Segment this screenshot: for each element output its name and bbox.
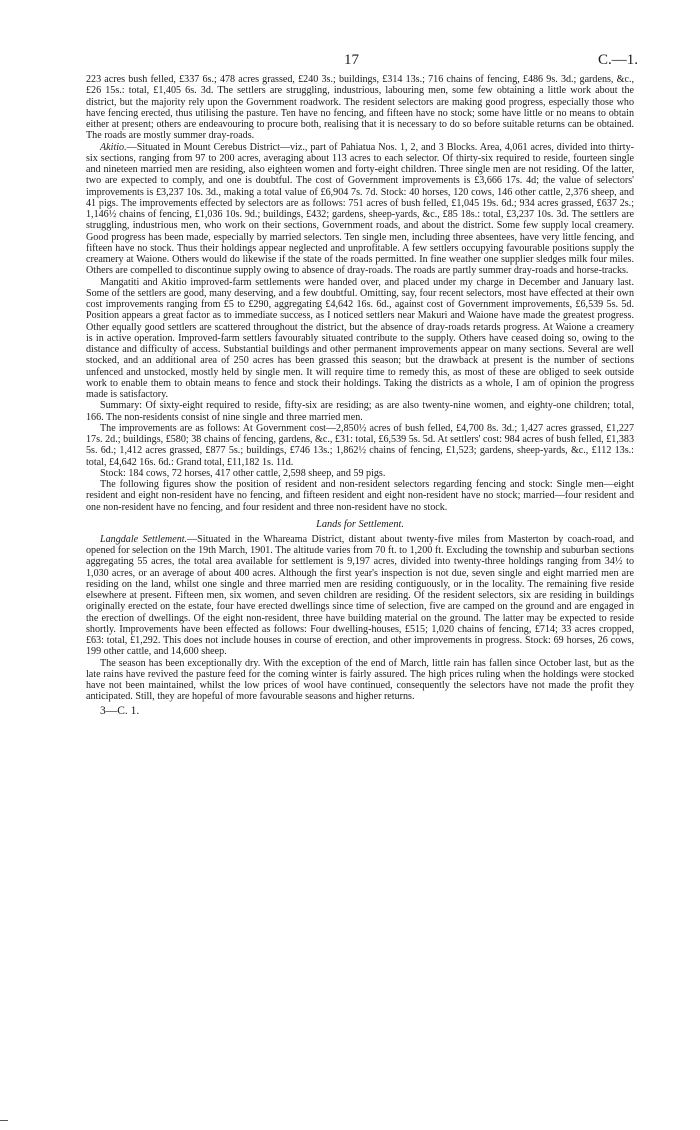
margin-rule	[0, 1120, 8, 1121]
paragraph: Stock: 184 cows, 72 horses, 417 other cattle, 2,598 sheep, and 59 pigs.	[100, 467, 386, 479]
document-page	[86, 52, 638, 717]
closing-paragraph: The season has been exceptionally dry. With the exception of the end of March, little rain has fallen since October last, but as the late rains have revived the pasture feed for the coming winter is fairly assured. The high prices ruling when the holdings were stocked have not been maintained, whilst the low prices of wool have continued, consequently the selectors have not made the profit they anticipated. Still, they are hopeful of more favourable seasons and higher returns.	[86, 657, 634, 703]
document-reference: C.—1.	[597, 52, 638, 68]
paragraph: The improvements are as follows: At Government cost—2,850½ acres of bush felled, £4,700 8s. 3d.; 1,427 acres grassed, £1,227 17s. 2d.; buildings, £580; 38 chains of fencing, gardens, &c., £31: total, £6,539 5s. 5d. At settlers' cost: 984 acres of bush felled, £1,383 5s. 6d.; 1,412 acres grassed, £877 5s.; buildings, £746 13s.; 1,862½ chains of fencing, £1,523; gardens, sheep-yards, &c., £112 13s.: total, £4,642 16s. 6d.: Grand total, £11,182 1s. 11d.	[86, 422, 634, 468]
langdale-heading: Langdale Settlement.	[100, 533, 188, 545]
akitio-heading: Akitio.	[100, 141, 127, 153]
page-header	[86, 52, 638, 74]
paragraph: Summary: Of sixty-eight required to reside, fifty-six are residing; as are also twenty-nine women, and eighty-one children; total, 166. The non-residents consist of nine single and three married men.	[86, 400, 634, 423]
page-number: 17	[344, 52, 359, 68]
akitio-text: —Situated in Mount Cerebus District—viz., part of Pahiatua Nos. 1, 2, and 3 Blocks. Area, 4,061 acres, divided into thirty-six sections, ranging from 97 to 200 acres, averaging about 113 acres to each selector. Of thirty-six required to reside, fourteen single and nineteen married men are residing, also eighteen women and forty-eight children. Three single men are not residing. Of the latter, two are expected to comply, and one is doubtful. The cost of Government improvements is £3,666 17s. 4d; the value of selectors' improvements is £3,237 10s. 3d., making a total value of £6,904 7s. 7d. Stock: 40 horses, 120 cows, 146 other cattle, 2,376 sheep, and 41 pigs. The improvements effected by selectors are as follows: 751 acres of bush felled, £1,045 19s. 6d.; 934 acres grassed, £637 2s.; 1,146½ chains of fencing, £1,036 10s. 9d.; buildings, £432; gardens, sheep-yards, &c., £85 18s.: total, £3,237 10s. 3d. The settlers are struggling, industrious men, who work on their sections, Government roads, and about the district. Some few supply local creamery. Good progress has been made, especially by married selectors. Ten single men, including three absentees, have very little fencing, and fifteen have no stock. Thus their holdings appear neglected and unprofitable. A few settlers occupying favourable positions supply the creamery at Waione. Others would do likewise if the state of the roads permitted. In fine weather one supplier sledges milk four miles. Others are compelled to discontinue supply owing to absence of dray-roads. The roads are partly summer dray-roads and horse-tracks.	[86, 141, 634, 277]
document-body	[86, 74, 634, 703]
paragraph: Mangatiti and Akitio improved-farm settlements were handed over, and placed under my charge in December and January last. Some of the settlers are good, many deserving, and a few doubtful. Omitting, say, four recent selectors, most have effected at their own cost improvements ranging from £5 to £290, aggregating £4,642 16s. 6d., against cost of Government improvements, £6,539 5s. 5d. Position appears a great factor as to immediate success, as I noticed settlers near Makuri and Waione have made the greatest progress. Other equally good settlers are scattered throughout the district, but the absence of dray-roads retards progress. At Waione a creamery is in active operation. Improved-farm settlers favourably situated contribute to the supply. Others have ceased doing so, owing to the distance and difficulty of access. Substantial buildings and other permanent improvements appear on many sections. Several are well stocked, and an additional area of 250 acres has been grassed this season; but the drawback at present is the number of sections unfenced and unstocked, mostly held by single men. It will require time to remedy this, as most of these are obliged to seek outside work to enable them to obtain means to fence and stock their holdings. Taking the districts as a whole, I am of opinion the progress made is satisfactory.	[86, 276, 634, 400]
langdale-text: —Situated in the Whareama District, distant about twenty-five miles from Masterton by coach-road, and opened for selection on the 19th March, 1901. The altitude varies from 70 ft. to 1,200 ft. Excluding the township and suburban sections aggregating 55 acres, the total area available for settlement is 9,197 acres, divided into twenty-three holdings ranging from 34½ to 1,030 acres, or an average of about 400 acres. Although the first year's inspection is not due, seven single and eight married men are residing on the land, whilst one single and three married men are residing contiguously, or in the locality. The remaining five reside elsewhere at present. Fifteen men, six women, and seven children are residing. Of the resident selectors, six are residing in buildings originally erected on the estate, four have erected dwellings since time of selection, five are camped on the ground and are engaged in the erection of dwellings. Of the eight non-resident, three have building material on the ground. The latter may be expected to reside shortly. Improvements have been effected as follows: Four dwelling-houses, £515; 1,020 chains of fencing, £714; 33 acres cropped, £63: total, £1,292. This does not include houses in course of erection, and other improvements in progress. Stock: 69 horses, 26 cows, 199 other cattle, and 14,600 sheep.	[86, 533, 634, 658]
akitio-paragraph	[86, 142, 634, 277]
page-footer-signature: 3—C. 1.	[100, 704, 140, 717]
paragraph: The following figures show the position of resident and non-resident selectors regarding fencing and stock: Single men—eight resident and eight non-resident have no fencing, and fifteen resident and eight non-resident have no stock; married—four resident and one non-resident have no fencing, and four resident and three non-resident have no stock.	[86, 479, 634, 513]
paragraph: 223 acres bush felled, £337 6s.; 478 acres grassed, £240 3s.; buildings, £314 13s.; 716 chains of fencing, £486 9s. 3d.; gardens, &c., £26 15s.: total, £1,405 6s. 3d. The settlers are struggling, industrious, labouring men, some few obtaining a little work about the district, but the majority rely upon the Government roadwork. The resident selectors are making good progress, especially those who have fencing erected, thus utilising the pasture. Ten have no fencing, and fifteen have no stock; some have little or no means to obtain either at present; others are endeavouring to procure both, realising that it is necessary to do so before suitable returns can be obtained. The roads are mostly summer dray-roads.	[86, 74, 634, 142]
langdale-paragraph	[86, 534, 634, 658]
section-heading: Lands for Settlement.	[316, 518, 404, 530]
